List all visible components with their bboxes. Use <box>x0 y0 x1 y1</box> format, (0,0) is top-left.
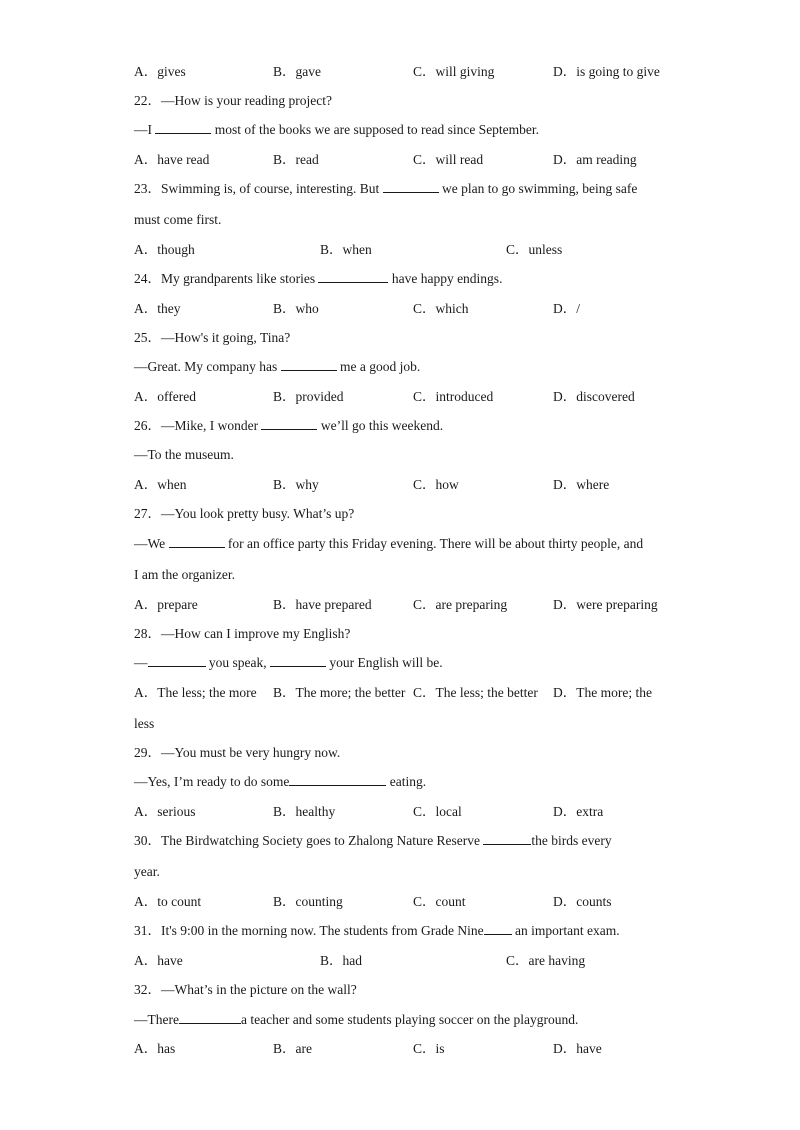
option-a: A．have read <box>134 152 210 167</box>
option-c: C．which <box>413 301 469 316</box>
option-d: D．am reading <box>553 152 637 167</box>
option-b: B．are <box>273 1041 312 1056</box>
answer-blank <box>155 121 211 134</box>
option-a: A．they <box>134 301 181 316</box>
question-28-option-wrap: less <box>134 716 155 731</box>
option-b: B．The more; the better <box>273 685 406 700</box>
answer-blank <box>383 180 439 193</box>
option-b: B．gave <box>273 64 321 79</box>
option-a: A．serious <box>134 804 196 819</box>
answer-blank <box>148 654 206 667</box>
question-27-answer-line2: I am the organizer. <box>134 567 235 582</box>
question-30-stem: 30．The Birdwatching Society goes to Zhalong Nature Reserve the birds every <box>134 833 612 848</box>
option-a: A．prepare <box>134 597 198 612</box>
option-b: B．when <box>320 242 372 257</box>
option-d: D．/ <box>553 301 580 316</box>
option-b: B．healthy <box>273 804 336 819</box>
option-a: A．when <box>134 477 187 492</box>
question-22-stem: 22．—How is your reading project? <box>134 93 332 108</box>
question-27-answer: —We for an office party this Friday evening. There will be about thirty people, and <box>134 536 644 551</box>
option-b: B．who <box>273 301 319 316</box>
option-a: A．has <box>134 1041 176 1056</box>
option-c: C．count <box>413 894 466 909</box>
option-a: A．The less; the more <box>134 685 257 700</box>
question-23-stem-line2: must come first. <box>134 212 222 227</box>
option-b: B．read <box>273 152 319 167</box>
question-28-stem: 28．—How can I improve my English? <box>134 626 351 641</box>
option-c: C．local <box>413 804 462 819</box>
option-a: A．offered <box>134 389 196 404</box>
answer-blank <box>281 358 337 371</box>
option-c: C．introduced <box>413 389 494 404</box>
option-c: C．will read <box>413 152 484 167</box>
question-28-answer: — you speak, your English will be. <box>134 655 443 670</box>
question-26-answer: —To the museum. <box>134 447 234 462</box>
question-25-stem: 25．—How's it going, Tina? <box>134 330 291 345</box>
question-31-stem: 31．It's 9:00 in the morning now. The students from Grade Nine an important exam. <box>134 923 620 938</box>
question-32-stem: 32．—What’s in the picture on the wall? <box>134 982 357 997</box>
answer-blank <box>483 832 531 845</box>
option-d: D．were preparing <box>553 597 658 612</box>
option-c: C．are preparing <box>413 597 508 612</box>
option-d: D．have <box>553 1041 602 1056</box>
option-c: C．will giving <box>413 64 495 79</box>
option-b: B．had <box>320 953 362 968</box>
option-b: B．why <box>273 477 319 492</box>
option-a: A．to count <box>134 894 202 909</box>
question-29-answer: —Yes, I’m ready to do some eating. <box>134 774 427 789</box>
option-a: A．gives <box>134 64 186 79</box>
option-a: A．though <box>134 242 195 257</box>
option-d: D．The more; the <box>553 685 652 700</box>
option-c: C．how <box>413 477 459 492</box>
answer-blank <box>484 922 512 935</box>
answer-blank <box>289 773 386 786</box>
question-23-stem: 23．Swimming is, of course, interesting. But we plan to go swimming, being safe <box>134 181 638 196</box>
answer-blank-2 <box>270 654 326 667</box>
question-24-stem: 24．My grandparents like stories have happy endings. <box>134 271 503 286</box>
option-d: D．is going to give <box>553 64 660 79</box>
option-d: D．where <box>553 477 610 492</box>
option-b: B．provided <box>273 389 344 404</box>
option-d: D．extra <box>553 804 604 819</box>
answer-blank <box>318 270 388 283</box>
question-29-stem: 29．—You must be very hungry now. <box>134 745 341 760</box>
option-c: C．unless <box>506 242 563 257</box>
question-30-stem-line2: year. <box>134 864 160 879</box>
question-27-stem: 27．—You look pretty busy. What’s up? <box>134 506 355 521</box>
option-b: B．have prepared <box>273 597 372 612</box>
question-26-stem: 26．—Mike, I wonder we’ll go this weekend. <box>134 418 444 433</box>
option-d: D．counts <box>553 894 612 909</box>
option-b: B．counting <box>273 894 343 909</box>
question-32-answer: —There a teacher and some students playing soccer on the playground. <box>134 1012 579 1027</box>
answer-blank <box>169 535 225 548</box>
question-25-answer: —Great. My company has me a good job. <box>134 359 421 374</box>
answer-blank <box>179 1011 241 1024</box>
answer-blank <box>261 417 317 430</box>
option-a: A．have <box>134 953 183 968</box>
option-c: C．are having <box>506 953 586 968</box>
question-22-answer: —I most of the books we are supposed to read since September. <box>134 122 540 137</box>
option-d: D．discovered <box>553 389 635 404</box>
option-c: C．is <box>413 1041 445 1056</box>
option-c: C．The less; the better <box>413 685 538 700</box>
